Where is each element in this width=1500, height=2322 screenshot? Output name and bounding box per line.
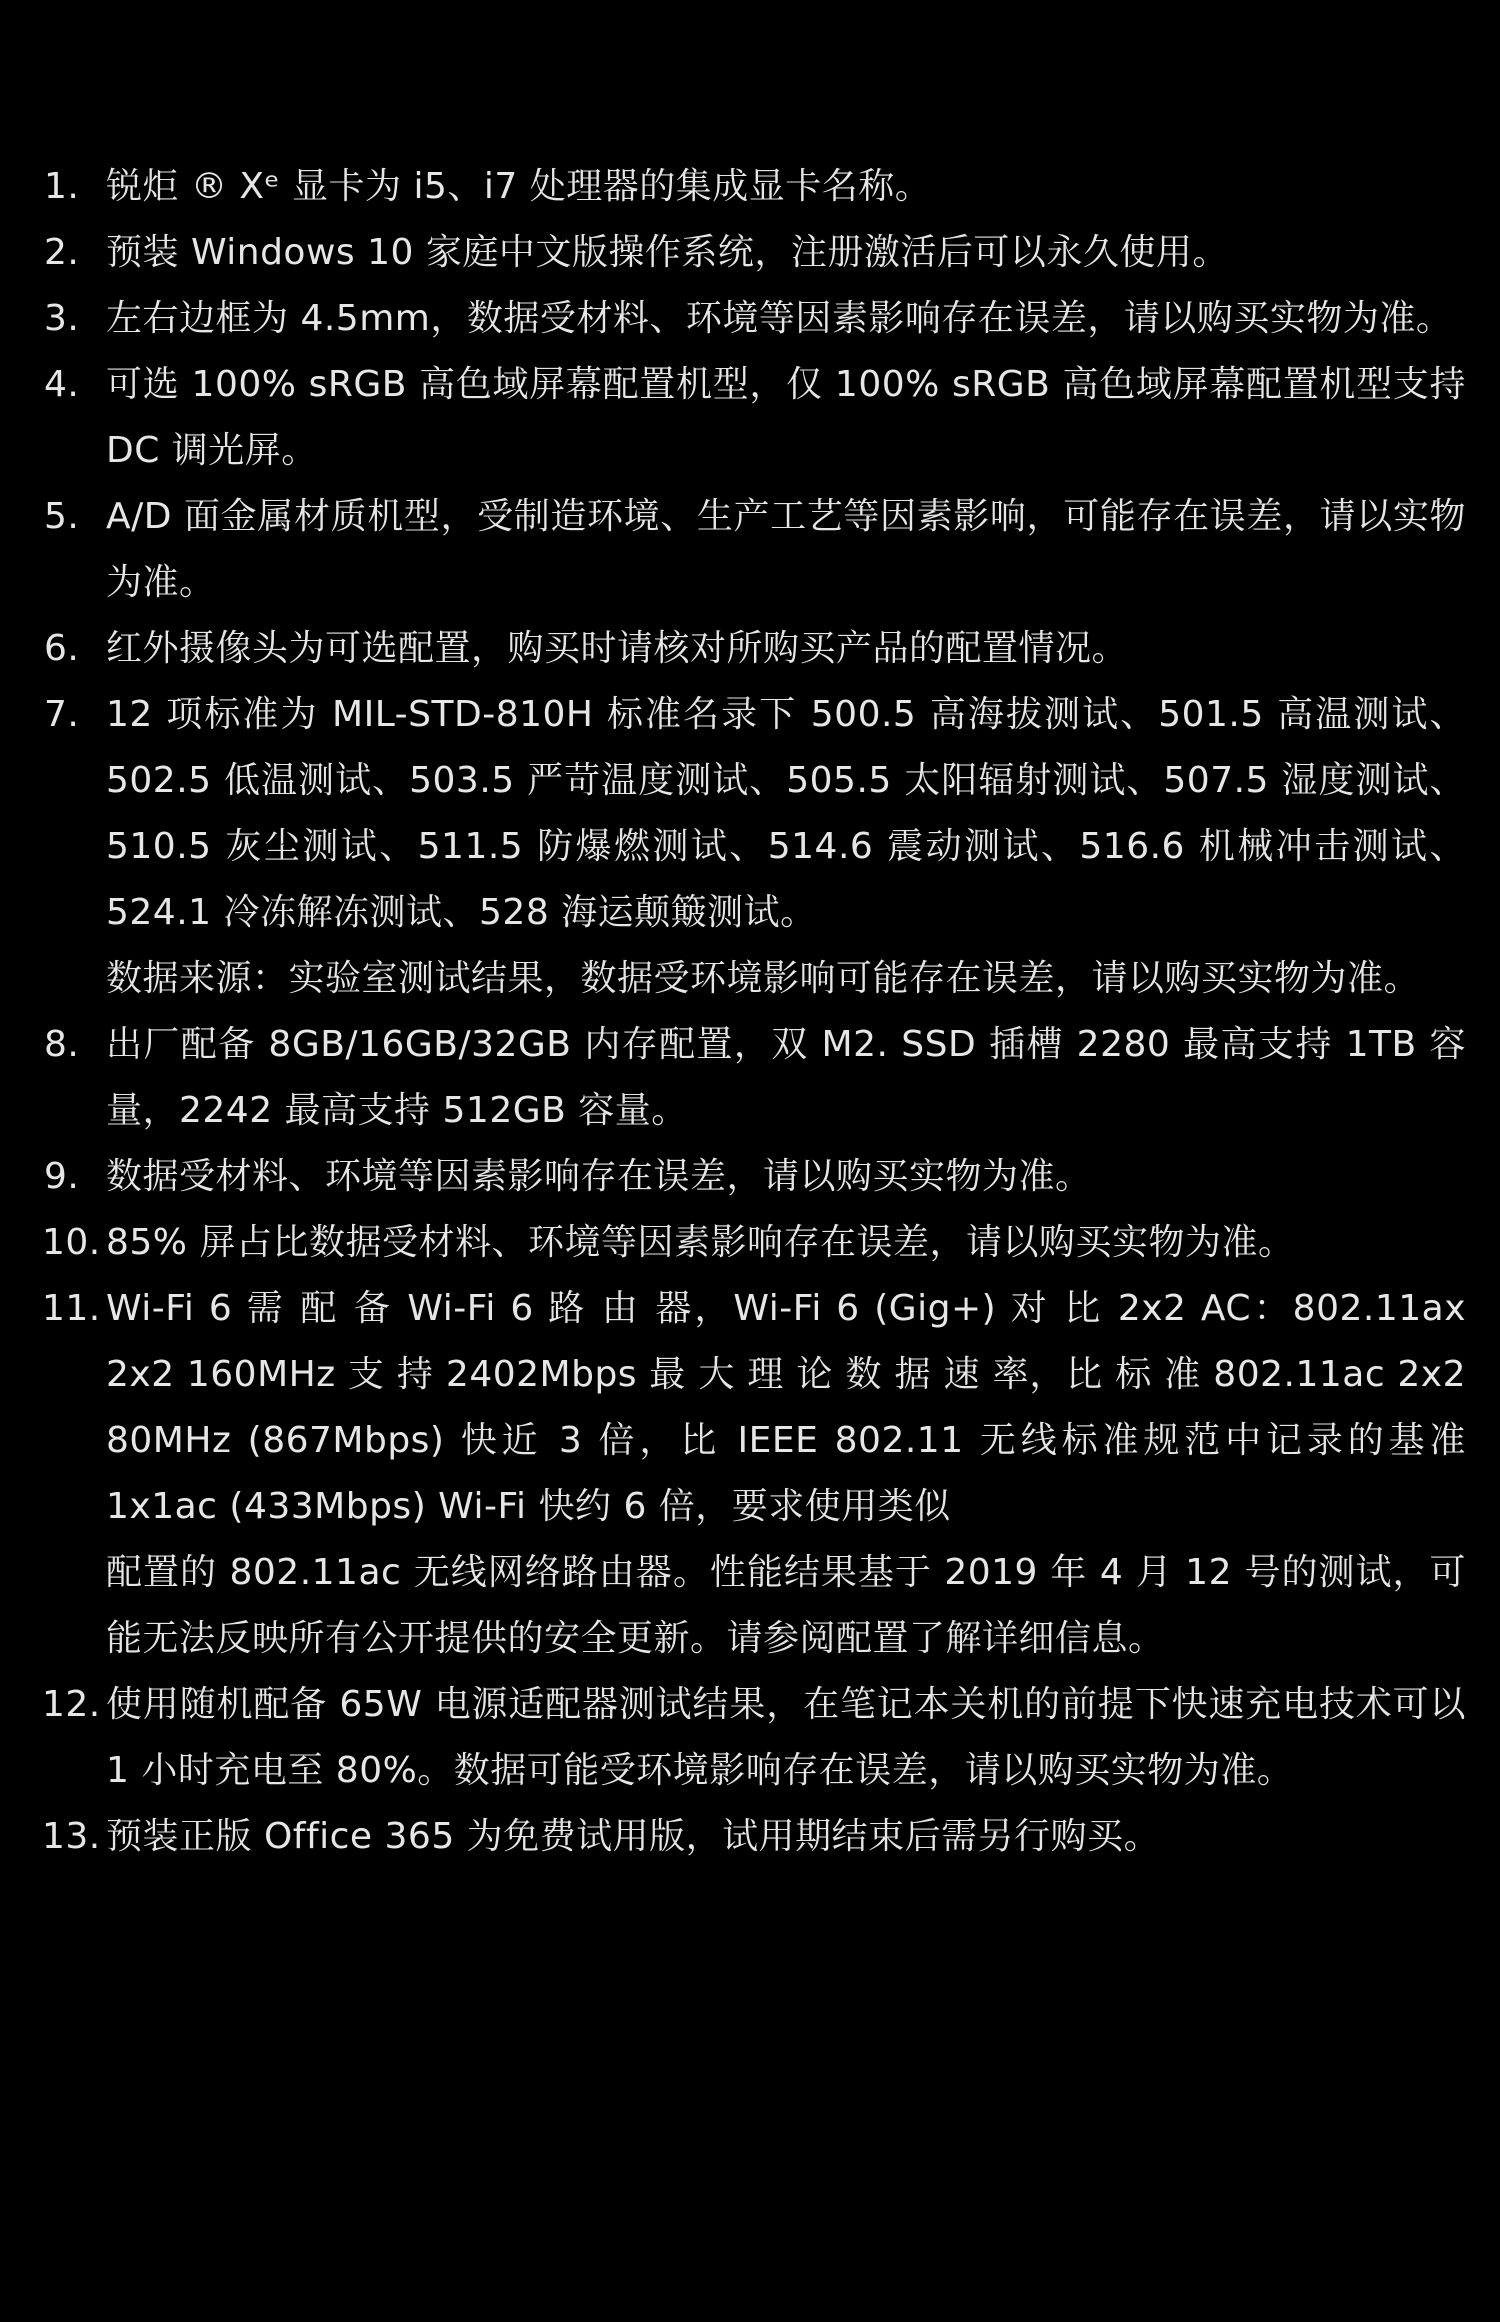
footnote-number: 13. bbox=[42, 1816, 101, 1857]
footnote-item bbox=[44, 1276, 1466, 1672]
footnote-number: 10. bbox=[42, 1222, 101, 1263]
footnote-text: 数据受材料、环境等因素影响存在误差，请以购买实物为准。 bbox=[106, 1156, 1092, 1197]
footnote-number: 9. bbox=[44, 1156, 80, 1197]
footnote-text: 预装正版 Office 365 为免费试用版，试用期结束后需另行购买。 bbox=[106, 1816, 1161, 1857]
footnote-text: 可选 100% sRGB 高色域屏幕配置机型，仅 100% sRGB 高色域屏幕配置机型支持 DC 调光屏。 bbox=[106, 364, 1466, 471]
footnote-number: 12. bbox=[42, 1684, 101, 1725]
footnote-text: 左右边框为 4.5mm，数据受材料、环境等因素影响存在误差，请以购买实物为准。 bbox=[106, 298, 1453, 339]
footnote-item bbox=[44, 352, 1466, 484]
footnote-item bbox=[44, 1144, 1466, 1210]
footnote-number: 1. bbox=[44, 166, 80, 207]
footnote-text-continued: 配置的 802.11ac 无线网络路由器。性能结果基于 2019 年 4 月 12 号的测试，可能无法反映所有公开提供的安全更新。请参阅配置了解详细信息。 bbox=[106, 1552, 1466, 1659]
footnote-number: 6. bbox=[44, 628, 80, 669]
footnote-text: 锐炬 ® Xᵉ 显卡为 i5、i7 处理器的集成显卡名称。 bbox=[106, 166, 932, 207]
footnote-text: A/D 面金属材质机型，受制造环境、生产工艺等因素影响，可能存在误差，请以实物为准。 bbox=[106, 496, 1466, 603]
footnote-item bbox=[44, 616, 1466, 682]
footnote-number: 2. bbox=[44, 232, 80, 273]
footnote-item bbox=[44, 286, 1466, 352]
footnote-number: 3. bbox=[44, 298, 80, 339]
footnote-number: 11. bbox=[42, 1288, 101, 1329]
footnote-text: 预装 Windows 10 家庭中文版操作系统，注册激活后可以永久使用。 bbox=[106, 232, 1229, 273]
footnote-item bbox=[44, 1012, 1466, 1144]
footnote-number: 8. bbox=[44, 1024, 80, 1065]
footnote-item bbox=[44, 220, 1466, 286]
footnote-text: 红外摄像头为可选配置，购买时请核对所购买产品的配置情况。 bbox=[106, 628, 1129, 669]
footnote-item bbox=[44, 1210, 1466, 1276]
footnote-number: 7. bbox=[44, 694, 80, 735]
footnote-text: Wi-Fi 6 需 配 备 Wi-Fi 6 路 由 器，Wi-Fi 6 (Gig+) 对 比 2x2 AC：802.11ax 2x2 160MHz 支 持 2402Mbps 最 大 理 论 数 据 速 率，比 标 准 802.11ac 2x2 80MHz (867Mbps) 快近 3 倍，比 IEEE 802.11 无线标准规范中记录的基准 1x1ac (433Mbps) Wi-Fi 快约 6 倍，要求使用类似 bbox=[106, 1288, 1466, 1527]
footnote-number: 5. bbox=[44, 496, 80, 537]
footnote-text: 12 项标准为 MIL-STD-810H 标准名录下 500.5 高海拔测试、501.5 高温测试、502.5 低温测试、503.5 严苛温度测试、505.5 太阳辐射测试、507.5 湿度测试、510.5 灰尘测试、511.5 防爆燃测试、514.6 震动测试、516.6 机械冲击测试、524.1 冷冻解冻测试、528 海运颠簸测试。 bbox=[106, 694, 1466, 933]
footnote-source-text: 数据来源：实验室测试结果，数据受环境影响可能存在误差，请以购买实物为准。 bbox=[106, 958, 1421, 999]
footnote-text: 85% 屏占比数据受材料、环境等因素影响存在误差，请以购买实物为准。 bbox=[106, 1222, 1295, 1263]
footnote-item bbox=[44, 1672, 1466, 1804]
footnote-item bbox=[44, 484, 1466, 616]
footnote-item bbox=[44, 682, 1466, 1012]
footnote-number: 4. bbox=[44, 364, 80, 405]
footnote-text: 出厂配备 8GB/16GB/32GB 内存配置，双 M2. SSD 插槽 2280 最高支持 1TB 容量，2242 最高支持 512GB 容量。 bbox=[106, 1024, 1466, 1131]
footnote-item bbox=[44, 154, 1466, 220]
footnote-item bbox=[44, 1804, 1466, 1870]
footnote-text: 使用随机配备 65W 电源适配器测试结果，在笔记本关机的前提下快速充电技术可以 1 小时充电至 80%。数据可能受环境影响存在误差，请以购买实物为准。 bbox=[106, 1684, 1466, 1791]
footnote-list bbox=[44, 154, 1466, 1870]
